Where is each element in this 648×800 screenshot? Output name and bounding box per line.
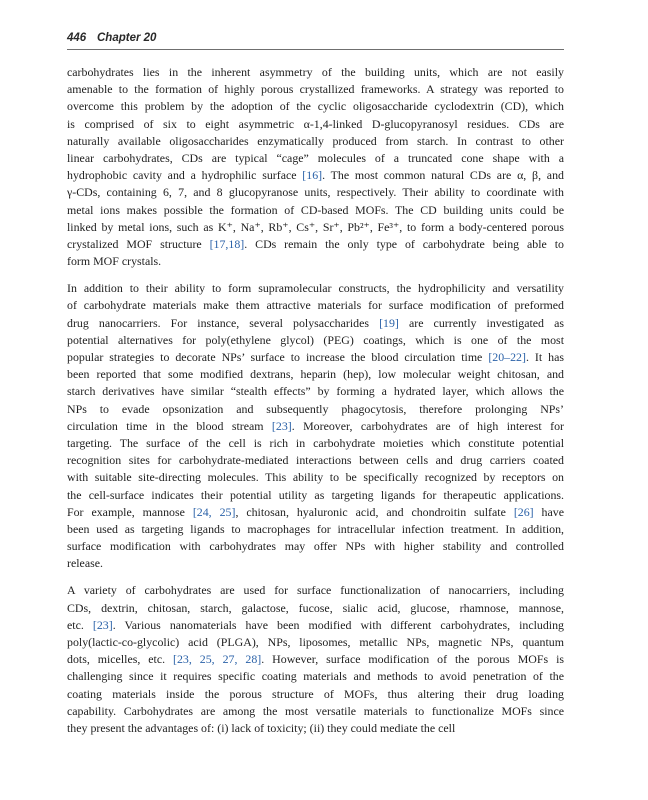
text-line: CDs, dextrin, chitosan, starch, galactose, fucose, sialic acid, glucose, rhamnose, mannose, (67, 600, 564, 615)
text-line: linear carbohydrates, CDs are typical “cage” molecules of a truncated cone shape with a (67, 150, 564, 165)
citation-link[interactable]: [16] (302, 168, 323, 183)
text-line: with suitable site-directing molecules. This ability to be specifically recognized by receptors on (67, 470, 564, 485)
text-line: popular strategies to decorate NPs’ surface to increase the blood circulation time [20–22]. It has (67, 350, 564, 364)
text-line: crystalized MOF structure [17,18]. CDs remain the only type of carbohydrate being able to (67, 236, 564, 251)
text-line: metal ions makes possible the formation of CD-based MOFs. The CD building units could be (67, 202, 564, 217)
text-line: overcome this problem by the adoption of the cyclic oligosaccharide cyclodextrin (CD), which (67, 99, 564, 114)
citation-link[interactable]: [17,18] (209, 236, 245, 251)
text-line: linked by metal ions, such as K⁺, Na⁺, Rb⁺, Cs⁺, Sr⁺, Pb²⁺, Fe³⁺, to form a body-centered porous (67, 219, 564, 234)
paragraph-1 (67, 64, 564, 270)
text-line: For example, mannose [24, 25], chitosan, hyaluronic acid, and chondroitin sulfate [26] have (67, 504, 564, 519)
text-line: coating materials inside the porous structure of MOFs, thus altering their drug loading (67, 686, 564, 701)
text-line: been reported that some modified dextrans, heparin (hep), low molecular weight chitosan, and (67, 367, 564, 382)
text-line: hydrophobic cavity and a hydrophilic surface [16]. The most common natural CDs are α, β, and (67, 168, 564, 183)
text-line: drug nanocarriers. For instance, several polysaccharides [19] are currently investigated as (67, 315, 564, 330)
text-line: γ-CDs, containing 6, 7, and 8 glucopyranose units, respectively. Their ability to coordinate with (67, 185, 564, 200)
text-line: the cell-surface indicates their potential utility as targeting ligands for therapeutic applications. (67, 487, 564, 502)
text-line: potential alternatives for poly(ethylene glycol) (PEG) coatings, which is one of the most (67, 332, 564, 347)
text-line: poly(lactic-co-glycolic) acid (PLGA), NPs, liposomes, metallic NPs, magnetic NPs, quantum (67, 635, 564, 649)
running-header (67, 31, 564, 50)
page-number: 446 (67, 32, 87, 44)
text-line: they present the advantages of: (i) lack of toxicity; (ii) they could mediate the cell (67, 720, 456, 735)
text-line: recognition sites for carbohydrate-mediated interactions between cells and drug carriers coated (67, 453, 564, 468)
text-line: A variety of carbohydrates are used for surface functionalization of nanocarriers, including (67, 583, 564, 598)
text-line: circulation time in the blood stream [23]. Moreover, carbohydrates are of high interest for (67, 418, 564, 433)
citation-link[interactable]: [23] (271, 418, 292, 433)
text-line: carbohydrates lies in the inherent asymmetry of the building units, which are not easily (67, 65, 564, 79)
text-line: amenable to the formation of highly porous crystallized frameworks. A strategy was reported to (67, 82, 564, 97)
text-line: naturally available oligosaccharides enzymatically produced from starch. In contrast to other (67, 133, 564, 148)
text-line: dots, micelles, etc. [23, 25, 27, 28]. However, surface modification of the porous MOFs is (67, 652, 565, 667)
text-line: capability. Carbohydrates are among the most versatile materials to functionalize MOFs since (67, 703, 564, 718)
text-line: been used as targeting ligands to macrophages for intracellular infection treatment. In addition, (67, 521, 564, 536)
text-line: challenging since it requires specific coating materials and methods to avoid penetration of the (67, 669, 564, 684)
citation-link[interactable]: [24, 25] (192, 504, 236, 519)
citation-link[interactable]: [26] (513, 504, 534, 519)
citation-link[interactable]: [20–22] (488, 350, 526, 364)
citation-link[interactable]: [23] (92, 617, 113, 632)
paragraph-3 (67, 582, 564, 737)
text-line: NPs to evade opsonization and subsequently phagocytosis, therefore prolonging NPs’ (67, 401, 564, 416)
paragraph-2 (67, 280, 564, 572)
citation-link[interactable]: [23, 25, 27, 28] (173, 652, 262, 667)
body-text (67, 64, 564, 747)
text-line: In addition to their ability to form supramolecular constructs, the hydrophilicity and versatility (67, 281, 564, 296)
text-line: targeting. The surface of the cell is rich in carbohydrate moieties which constitute potential (67, 435, 564, 450)
text-line: etc. [23]. Various nanomaterials have been modified with different carbohydrates, including (67, 617, 564, 632)
text-line: release. (67, 556, 103, 571)
text-line: form MOF crystals. (67, 254, 162, 269)
text-line: surface modification with carbohydrates may offer NPs with higher stability and controlled (67, 539, 564, 554)
text-line: starch derivatives have similar “stealth effects” by forming a hydrated layer, which allows the (67, 384, 564, 399)
text-line: of carbohydrate materials make them attractive materials for surface modification of preformed (67, 298, 564, 313)
citation-link[interactable]: [19] (379, 315, 399, 330)
text-line: is comprised of six to eight asymmetric α-1,4-linked D-glucopyranosyl residues. CDs are (67, 116, 564, 131)
chapter-title: Chapter 20 (97, 32, 157, 44)
